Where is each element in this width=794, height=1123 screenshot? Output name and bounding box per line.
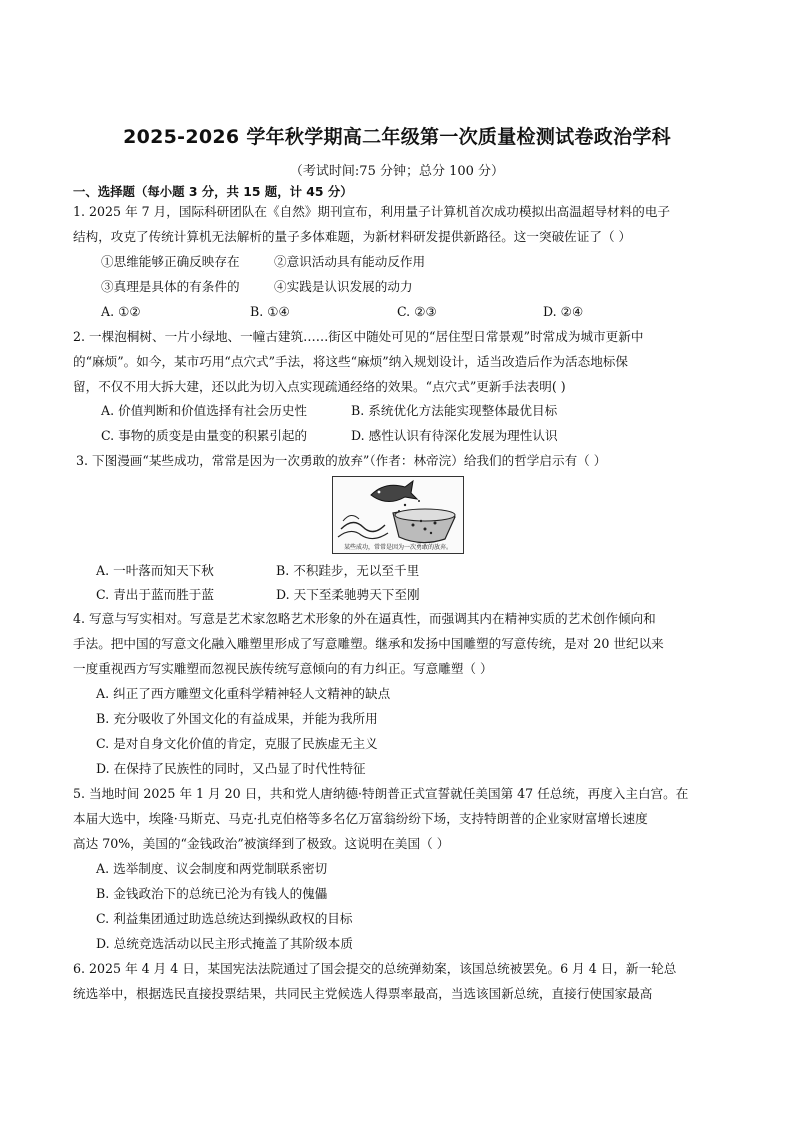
statement-1: ①思维能够正确反映存在	[101, 254, 240, 269]
question-5-text: 5. 当地时间 2025 年 1 月 20 日，共和党人唐纳德·特朗普正式宣誓就任美国第 47 任总统，再度入主白宫。在	[73, 786, 689, 801]
option-b: B. 金钱政治下的总统已沦为有钱人的傀儡	[96, 886, 328, 901]
question-2-text: 2. 一棵泡桐树、一片小绿地、一幢古建筑……街区中随处可见的“居住型日常景观”时常成为城市更新中	[73, 329, 644, 344]
statement-4: ④实践是认识发展的动力	[274, 279, 413, 294]
option-c: C. 事物的质变是由量变的积累引起的	[101, 428, 308, 443]
option-d: D. 感性认识有待深化发展为理性认识	[351, 428, 558, 443]
cartoon-caption: 某些成功，常常是因为一次勇敢的放弃。	[343, 544, 452, 551]
option-d: D. 总统竞选活动以民主形式掩盖了其阶级本质	[96, 936, 353, 951]
question-1-text: 1. 2025 年 7 月，国际科研团队在《自然》期刊宣布，利用量子计算机首次成功模拟出高温超导材料的电子	[73, 204, 671, 219]
page-title: 2025-2026 学年秋学期高二年级第一次质量检测试卷政治学科	[123, 126, 671, 148]
question-6-text: 6. 2025 年 4 月 4 日，某国宪法法院通过了国会提交的总统弹劾案，该国总统被罢免。6 月 4 日，新一轮总	[73, 961, 677, 976]
option-c: C. 是对自身文化价值的肯定，克服了民族虚无主义	[96, 736, 378, 751]
question-5-text: 高达 70%，美国的“金钱政治”被演绎到了极致。这说明在美国（ ）	[73, 836, 450, 851]
option-d: D. ②④	[543, 304, 584, 319]
option-b: B. 系统优化方法能实现整体最优目标	[351, 403, 558, 418]
option-c: C. 青出于蓝而胜于蓝	[96, 587, 214, 602]
option-a: A. 价值判断和价值选择有社会历史性	[101, 403, 308, 418]
question-2-text: 的“麻烦”。如今，某市巧用“点穴式”手法，将这些“麻烦”纳入规划设计，适当改造后作为活态地标保	[73, 354, 628, 369]
option-d: D. 天下至柔驰骋天下至刚	[276, 587, 420, 602]
statement-3: ③真理是具体的有条件的	[101, 279, 240, 294]
question-4-text: 手法。把中国的写意文化融入雕塑里形成了写意雕塑。继承和发扬中国雕塑的写意传统，是对 20 世纪以来	[73, 636, 664, 651]
option-a: A. 选举制度、议会制度和两党制联系密切	[96, 861, 328, 876]
question-6-text: 统选举中，根据选民直接投票结果，共同民主党候选人得票率最高，当选该国新总统，直接行使国家最高	[73, 986, 653, 1001]
option-c: C. ②③	[397, 304, 437, 319]
option-d: D. 在保持了民族性的同时，又凸显了时代性特征	[96, 761, 366, 776]
section-heading: 一、选择题（每小题 3 分，共 15 题，计 45 分）	[73, 184, 353, 199]
option-a: A. 一叶落而知天下秋	[96, 563, 214, 578]
cartoon-image	[332, 476, 464, 554]
statement-2: ②意识活动具有能动反作用	[274, 254, 426, 269]
option-b: B. ①④	[250, 304, 290, 319]
option-c: C. 利益集团通过助选总统达到操纵政权的目标	[96, 911, 353, 926]
question-1-text: 结构，攻克了传统计算机无法解析的量子多体难题，为新材料研发提供新路径。这一突破佐证了（ ）	[73, 229, 632, 244]
option-a: A. 纠正了西方雕塑文化重科学精神轻人文精神的缺点	[96, 686, 391, 701]
question-2-text: 留，不仅不用大拆大建，还以此为切入点实现疏通经络的效果。“点穴式”更新手法表明( )	[73, 379, 566, 394]
option-a: A. ①②	[101, 304, 141, 319]
exam-info: （考试时间:75 分钟；总分 100 分）	[289, 164, 505, 179]
question-3-text: 3. 下图漫画“某些成功，常常是因为一次勇敢的放弃”（作者：林帝浣）给我们的哲学启示有（ ）	[76, 453, 607, 468]
question-5-text: 本届大选中，埃隆·马斯克、马克·扎克伯格等多名亿万富翁纷纷下场，支持特朗普的企业家财富增长速度	[73, 811, 648, 826]
option-b: B. 充分吸收了外国文化的有益成果，并能为我所用	[96, 711, 378, 726]
question-4-text: 一度重视西方写实雕塑而忽视民族传统写意倾向的有力纠正。写意雕塑（ ）	[73, 661, 493, 676]
question-4-text: 4. 写意与写实相对。写意是艺术家忽略艺术形象的外在逼真性，而强调其内在精神实质的艺术创作倾向和	[73, 611, 656, 626]
option-b: B. 不积跬步，无以至千里	[276, 563, 420, 578]
